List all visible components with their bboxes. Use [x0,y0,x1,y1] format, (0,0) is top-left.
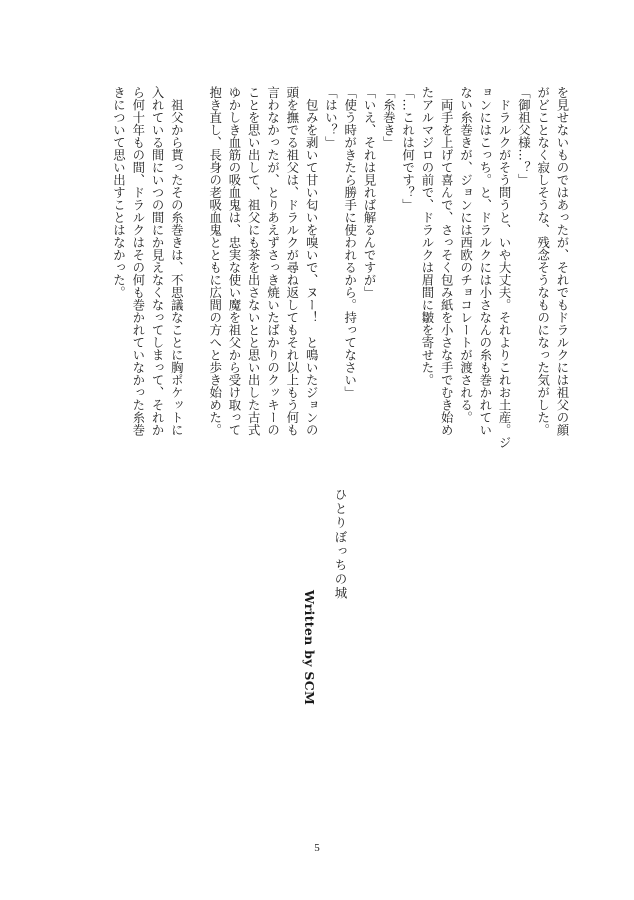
text-line: 抱き直し、長身の老吸血鬼とともに広間の方へと歩き始めた。 [207,86,223,436]
text-line: ら何十年もの間、ドラルクはその何も巻かれていなかった糸巻 [130,86,146,436]
text-line: 「御祖父様…？」 [516,86,532,186]
text-line: 頭を撫でる祖父は、ドラルクが尋ね返してもそれ以上もう何も [284,86,300,436]
text-line: 両手を上げて喜んで、さっそく包み紙を小さな手でむき始め [439,86,455,436]
text-line: たアルマジロの前で、ドラルクは眉間に皺を寄せた。 [419,86,435,386]
story-title: ひとりぼっちの城 [333,488,348,601]
text-line: 言わなかったが、とりあえずさっき焼いたばかりのクッキーの [265,86,281,436]
text-line: ドラルクがそう問うと、いや大丈夫。それよりこれお土産。ジ [497,86,513,449]
text-line: を見せないものではあったが、それでもドラルクには祖父の顔 [555,86,570,436]
text-line: 「いえ、それは見れば解るんですが」 [362,86,378,299]
text-line: きについて思い出すことはなかった。 [111,86,127,299]
text-line: 祖父から貰ったその糸巻きは、不思議なことに胸ポケットに [169,86,185,436]
text-line: ゆかしき血筋の吸血鬼は、忠実な使い魔を祖父から受け取って [226,86,242,436]
text-line: 入れている間にいつの間にか見えなくなってしまって、それか [150,86,166,436]
author-byline: Written by SCM [302,590,317,706]
text-line: がどことなく寂しそうな、残念そうなものになった気がした。 [535,86,551,436]
text-line: 包みを剥いて甘い匂いを嗅いで、ヌー！ と鳴いたジョンの [304,86,320,436]
text-line: 「はい？」 [323,86,339,149]
text-line: ことを思い出して、祖父にも茶を出さないとと思い出した古式 [246,86,262,436]
text-line: ない糸巻きが、ジョンには西欧のチョコレートが渡される。 [458,86,474,424]
text-line: 「…これは何です？」 [400,86,416,211]
text-line: 「使う時がきたら勝手に使われるから。持ってなさい」 [342,86,358,399]
text-line: ョンにはこっち。と、ドラルクには小さなんの糸も巻かれてい [477,86,493,436]
text-line: 「糸巻き」 [381,86,397,149]
page-number: 5 [314,842,320,854]
story-text [52,86,572,458]
